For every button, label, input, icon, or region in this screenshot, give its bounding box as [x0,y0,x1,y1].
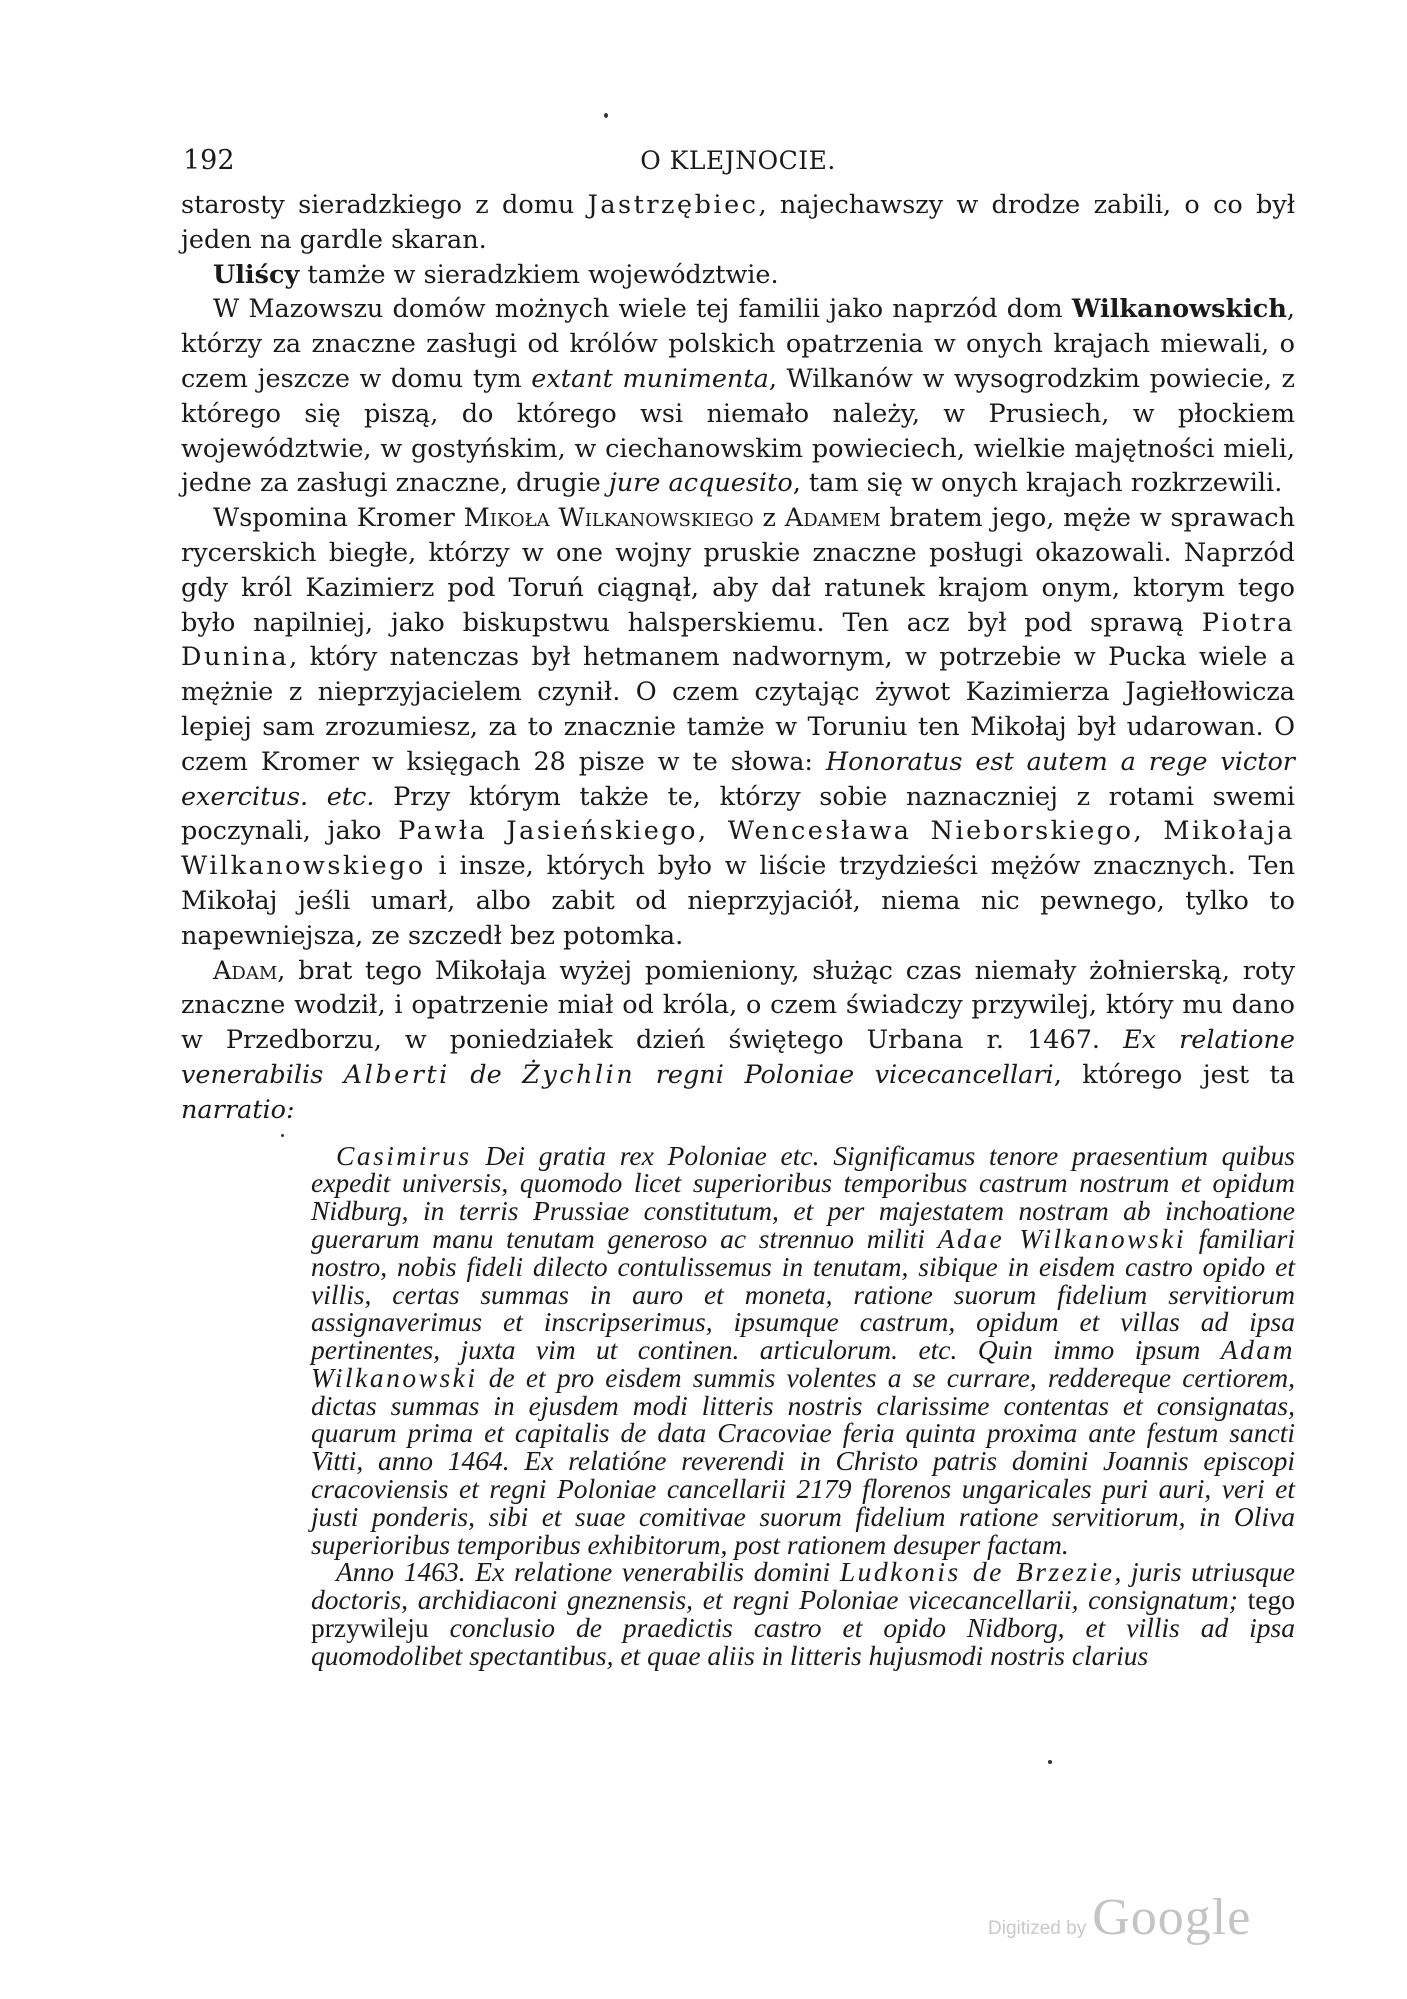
latin-phrase: extant munimenta [531,363,769,394]
paragraph-uliscy [181,258,1295,293]
person-name: Adamem [784,503,881,534]
latin-phrase: narratio: [181,1094,295,1125]
text-run: , którzy za znaczne zasługi od królów polskich opatrzenia w onych krajach miewali, o czem jeszcze w domu tym [181,294,1295,394]
latin-phrase: de [449,1059,523,1090]
person-name: Adae Wilkanowski [937,1222,1186,1254]
page-header [181,144,1295,180]
family-name: Uliścy [213,259,300,290]
polish-phrase: tego przywileju [311,1584,1295,1644]
text-run: , najechawszy w drodze zabili, o co był jeden na gardle skaran. [181,190,1295,255]
person-name: Ludkonis de Brzezie [839,1556,1115,1588]
person-name: Żychlin [522,1059,636,1090]
latin-quote: Honoratus est autem a rege victor exercitus. etc. [181,746,1295,812]
text-run: conclusio de praedictis castro et opido Nidborg, et villis ad ipsa quomodolibet spectantibus, et quae aliis in litteris hujusmodi nostris clarius [311,1612,1295,1671]
scan-speck [604,113,608,118]
person-name: Casimirus [336,1139,472,1171]
person-name: Adam [213,955,278,986]
person-name: Piotra Dunina [181,607,1295,673]
text-run: tamże w sieradzkiem województwie. [299,259,779,290]
person-name: Mikoła Wilkanowskiego [463,503,754,534]
text-run: z [753,503,785,534]
scan-speck [281,1134,284,1137]
quote-paragraph-casimirus [311,1139,1296,1560]
paragraph-starosty [181,188,1295,258]
latin-privilege-quote [311,1139,1296,1671]
text-run: Wspomina Kromer [213,503,464,534]
text-run: de et pro eisdem summis volentes a se currare, reddereque certiorem, dictas summas in ejusdem modi litteris nostris clarissime contentas et consignatas, quarum prima et capitalis de data Cracoviae feria quinta proxima ante festum sancti Vitti, anno 1464. Ex relatióne reverendi in Christo patris domini Joannis episcopi cracoviensis et regni Poloniae cancellarii 2179 florenos ungaricales puri auri, veri et justi ponderis, sibi et suae comitivae suorum fidelium ratione servitiorum, in Oliva superioribus temporibus exhibitorum, post rationem desuper factam. [311,1361,1295,1560]
text-run: bratem jego, męże w sprawach rycerskich biegłe, którzy w one wojny pruskie znaczne posługi okazowali. Naprzód gdy król Kazimierz pod Toruń ciągnął, aby dał ratunek krajom onym, ktorym tego było napilniej, jako biskupstwu halsperskiemu. Ten acz był pod sprawą [181,503,1296,638]
text-run: , tam się w onych krajach rozkrzewili. [792,468,1283,499]
person-name: Adam Wilkanowski [311,1334,1295,1393]
paragraph-adam [181,954,1295,1128]
scan-speck [1048,1760,1052,1764]
family-name: Wilkanowskich [1071,294,1287,325]
digitized-label: Digitized by [988,1918,1087,1939]
text-run: Anno 1463. Ex relatione venerabilis domini [336,1556,840,1588]
text-run: Przy którym także te, którzy sobie naznaczniej z rotami swemi poczynali, jako [181,781,1295,847]
text-run: i insze, których było w liście trzydzieści mężów znacznych. Ten Mikołaj jeśli umarł, albo zabit od nieprzyjaciół, niema nic pewnego, tylko to napewniejsza, ze szczedł bez potomka. [181,851,1295,951]
text-run: starosty sieradzkiego z domu [181,190,588,220]
latin-phrase: jure acquesito [608,468,793,499]
text-run: familiari nostro, nobis fideli dilecto contulissemus in tenutam, sibique in eisdem castro opido et villis, certas summas in auro et moneta, ratione suorum fidelium servitiorum assignaverimus et inscripserimus, ipsumque castrum, opidum et villas ad ipsa pertinentes, juxta vim ut continen. articulorum. etc. Quin immo ipsum [311,1222,1296,1366]
text-run: W Mazowszu domów możnych wiele tej familii jako naprzód dom [213,294,1072,325]
google-watermark [988,1888,1251,1947]
latin-phrase: Ex relatione venerabilis [181,1025,1295,1090]
text-run: , którego jest ta [1053,1059,1295,1090]
quote-paragraph-anno [311,1558,1295,1669]
page-number: 192 [183,145,235,176]
book-page [181,144,1295,1670]
text-run: Dei gratia rex Poloniae etc. Significamus tenore praesentium quibus expedit universis, quomodo licet superioribus temporibus castrum nostrum et opidum Nidburg, in terris Prussiae constitutum, et per majestatem nostram ab inchoatione guerarum manu tenutam generoso ac strennuo militi [311,1139,1295,1254]
text-run: , Wilkanów w wysogrodzkim powiecie, z którego się piszą, do którego wsi niemało należy, w Prusiech, w płockiem województwie, w gostyńskim, w ciechanowskim powieciech, wielkie majętności mieli, jedne za zasługi znaczne, drugie [181,363,1295,499]
google-logo: Google [1092,1889,1252,1946]
clan-name: Jastrzębiec [587,190,759,220]
person-names: Pawła Jasieńskiego, Wencesława Nieborskiego, Mikołaja Wilkanowskiego [181,816,1295,882]
text-run: , który natenczas był hetmanem nadwornym, w potrzebie w Pucka wiele a mężnie z nieprzyjacielem czynił. O czem czytając żywot Kazimierza Jagiełłowicza lepiej sam zrozumiesz, za to znacznie tamże w Toruniu ten Mikołaj był udarowan. O czem Kromer w księgach 28 pisze w te słowa: [181,642,1295,777]
latin-phrase: regni Poloniae vicecancellari [635,1059,1054,1090]
running-head: O KLEJNOCIE. [640,146,836,175]
text-run: , juris utriusque doctoris, archidiaconi gneznensis, et regni Poloniae vicecancellarii, consignatum; [311,1556,1295,1616]
person-name: Alberti [343,1059,450,1090]
paragraph-mazowsze [181,292,1295,501]
text-run: , brat tego Mikołaja wyżej pomieniony, służąc czas niemały żołnierską, roty znaczne wodził, i opatrzenie miał od króla, o czem świadczy przywilej, który mu dano w Przedborzu, w poniedziałek dzień świętego Urbana r. 1467. [181,955,1295,1056]
paragraph-kromer [181,501,1295,953]
